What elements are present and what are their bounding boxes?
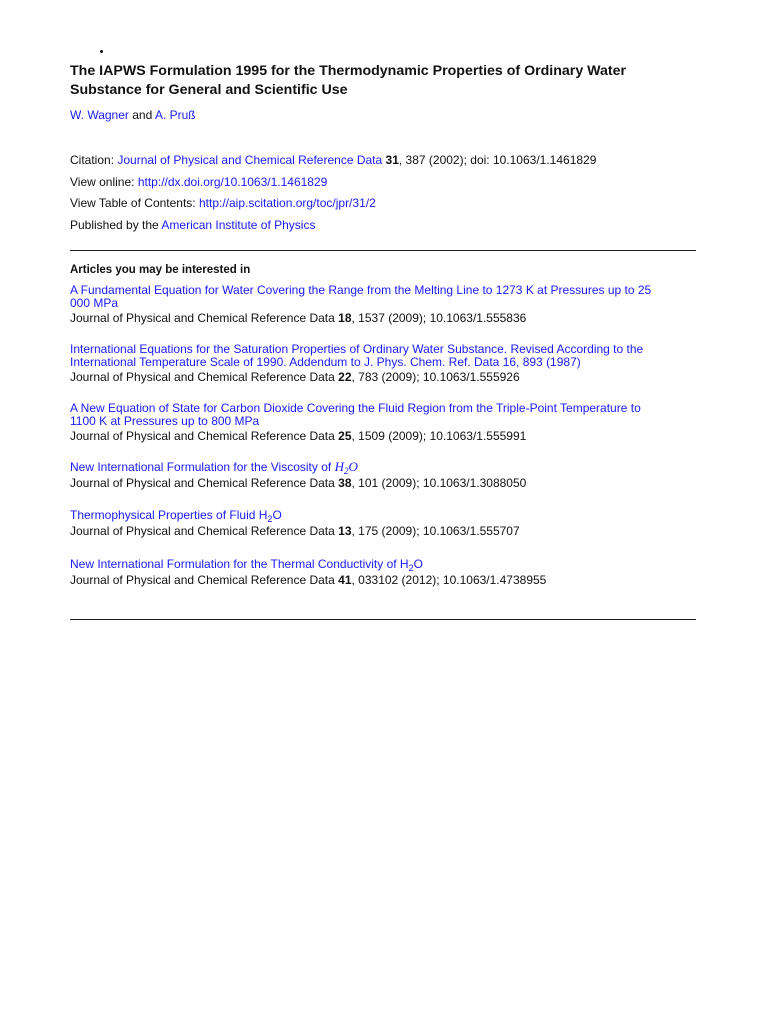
journal-details: , 175 (2009); 10.1063/1.555707 [351, 523, 520, 538]
article-title-line: 000 MPa [70, 295, 119, 310]
related-article-title-link[interactable] [70, 343, 696, 368]
author-link-wagner[interactable]: W. Wagner [70, 108, 129, 122]
journal-name: Journal of Physical and Chemical Reference Data [70, 311, 335, 325]
related-article-title-link[interactable] [70, 558, 696, 571]
related-articles-heading: Articles you may be interested in [70, 264, 251, 276]
related-article [70, 402, 696, 444]
citation-label: Citation: [70, 153, 115, 167]
related-article-source [70, 310, 696, 326]
article-title-text: Thermophysical Properties of Fluid H [70, 508, 268, 522]
formula-subscript: 2 [408, 563, 414, 573]
related-article-source [70, 475, 696, 491]
publisher-link[interactable]: American Institute of Physics [161, 217, 316, 232]
author-conjunction: and [132, 108, 153, 122]
journal-volume: 41 [338, 572, 352, 587]
related-article-source [70, 369, 696, 385]
divider-top [70, 250, 696, 251]
formula-symbol: O [272, 508, 282, 522]
formula-subscript: 2 [343, 466, 349, 476]
related-article [70, 284, 696, 326]
author-link-pruss[interactable]: A. Pruß [154, 108, 196, 122]
journal-volume: 22 [338, 370, 352, 384]
related-article-source [70, 572, 696, 588]
journal-details: , 101 (2009); 10.1063/1.3088050 [351, 475, 527, 490]
journal-name: Journal of Physical and Chemical Reference Data [70, 523, 335, 538]
paper-title: The IAPWS Formulation 1995 for the Thermodynamic Properties of Ordinary Water Substance for General and Scientific Use [70, 63, 627, 98]
view-online-row [70, 174, 596, 190]
toc-label: View Table of Contents: [70, 196, 196, 210]
formula-h2o-italic [335, 459, 358, 474]
related-article-title-link[interactable] [70, 402, 696, 427]
view-online-link[interactable]: http://dx.doi.org/10.1063/1.1461829 [137, 174, 328, 189]
journal-volume: 18 [338, 311, 352, 325]
article-title-text: New International Formulation for the Thermal Conductivity of H [70, 557, 409, 571]
citation-row [70, 152, 596, 168]
journal-details: , 033102 (2012); 10.1063/1.4738955 [351, 572, 547, 587]
stray-dot-mark [100, 50, 103, 53]
citation-volume: 31 [385, 153, 399, 167]
journal-volume: 25 [338, 429, 352, 443]
journal-details: , 783 (2009); 10.1063/1.555926 [351, 370, 520, 384]
citation-journal-link[interactable]: Journal of Physical and Chemical Reference Data [117, 153, 383, 167]
related-article-title-link[interactable] [70, 284, 696, 309]
journal-details: , 1509 (2009); 10.1063/1.555991 [351, 429, 527, 443]
article-title-line: A New Equation of State for Carbon Dioxide Covering the Fluid Region from the Triple-Point Temperature to [70, 401, 641, 415]
article-title-text: New International Formulation for the Viscosity of [70, 460, 335, 474]
publisher-row [70, 217, 596, 233]
toc-link[interactable]: http://aip.scitation.org/toc/jpr/31/2 [198, 196, 376, 210]
toc-row [70, 195, 596, 211]
article-title-line: International Equations for the Saturation Properties of Ordinary Water Substance. Revised According to the [70, 342, 644, 356]
related-article [70, 558, 696, 588]
author-line [70, 107, 196, 123]
formula-symbol: O [348, 459, 358, 474]
related-article-source [70, 428, 696, 444]
journal-name: Journal of Physical and Chemical Reference Data [70, 475, 335, 490]
related-article [70, 461, 696, 491]
citation-details: , 387 (2002); doi: 10.1063/1.1461829 [398, 153, 597, 167]
citation-block [70, 152, 596, 238]
formula-symbol: H [334, 459, 344, 474]
related-article [70, 509, 696, 539]
journal-name: Journal of Physical and Chemical Reference Data [70, 370, 335, 384]
publisher-label: Published by the [70, 217, 159, 232]
journal-details: , 1537 (2009); 10.1063/1.555836 [351, 311, 527, 325]
formula-subscript: 2 [267, 514, 273, 524]
related-article-title-link[interactable] [70, 509, 696, 522]
article-title-line: 1100 K at Pressures up to 800 MPa [70, 413, 260, 428]
related-article-source [70, 523, 696, 539]
view-online-label: View online: [70, 174, 135, 189]
journal-name: Journal of Physical and Chemical Reference Data [70, 429, 335, 443]
divider-bottom [70, 619, 696, 620]
related-article [70, 343, 696, 385]
article-title-line: International Temperature Scale of 1990. Addendum to J. Phys. Chem. Ref. Data 16, 893 (1987) [70, 354, 581, 369]
article-title-line: A Fundamental Equation for Water Covering the Range from the Melting Line to 1273 K at Pressures up to 25 [70, 283, 652, 297]
journal-name: Journal of Physical and Chemical Reference Data [70, 572, 335, 587]
journal-volume: 38 [338, 475, 352, 490]
related-article-title-link[interactable] [70, 461, 696, 474]
journal-volume: 13 [338, 523, 352, 538]
formula-symbol: O [413, 557, 423, 571]
